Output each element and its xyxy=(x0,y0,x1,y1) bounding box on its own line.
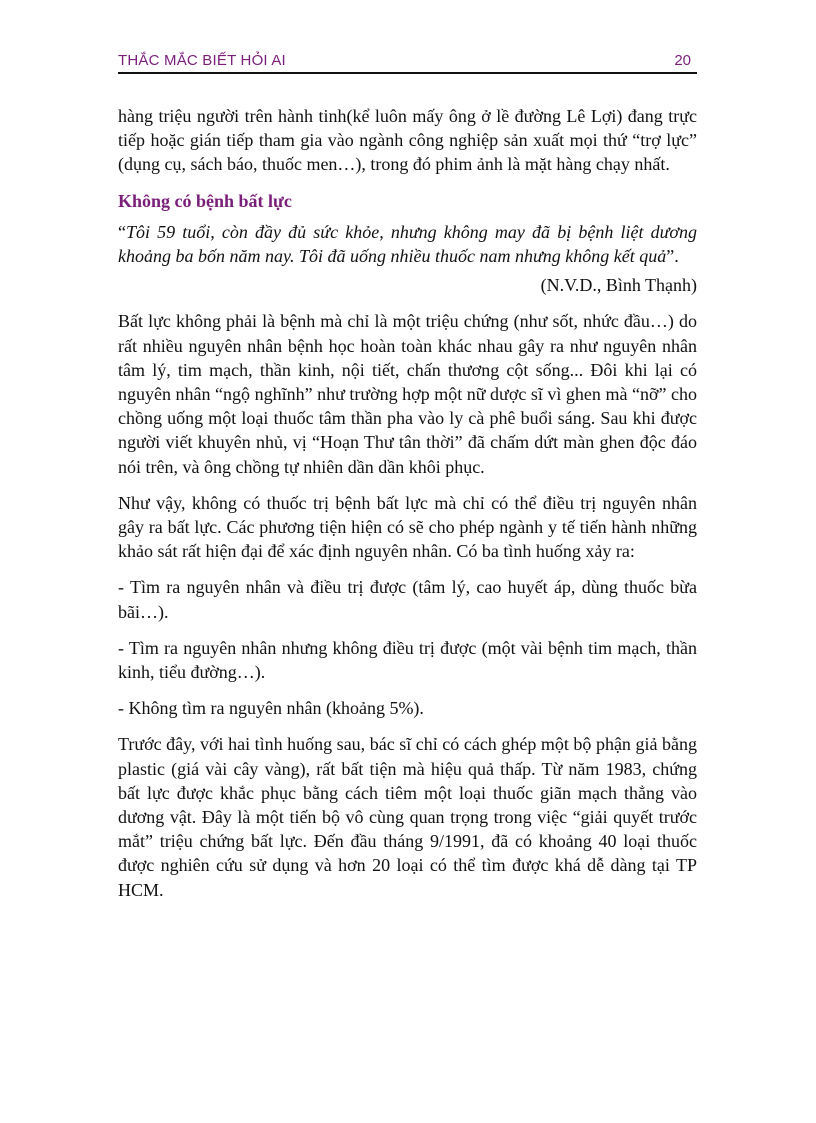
page-number: 20 xyxy=(674,52,691,69)
body-paragraph: Bất lực không phải là bệnh mà chỉ là một triệu chứng (như sốt, nhức đầu…) do rất nhiều nguyên nhân bệnh học hoàn toàn khác nhau gây ra như nguyên nhân tâm lý, tim mạch, thần kinh, nội tiết, chấn thương cột sống... Đôi khi lại có nguyên nhân “ngộ nghĩnh” như trường hợp một nữ dược sĩ vì ghen mà “nỡ” cho chồng uống một loại thuốc tâm thần pha vào ly cà phê buổi sáng. Sau khi được người viết khuyên nhủ, vị “Hoạn Thư tân thời” đã chấm dứt màn ghen độc đáo nói trên, và ông chồng tự nhiên dần dần khôi phục. xyxy=(118,311,697,477)
quote-text: Tôi 59 tuổi, còn đầy đủ sức khỏe, nhưng không may đã bị bệnh liệt dương khoảng ba bốn năm nay. Tôi đã uống nhiều thuốc nam nhưng không kết quả xyxy=(118,221,697,267)
page-header xyxy=(118,50,697,74)
page-body xyxy=(118,104,697,902)
reader-question-quote xyxy=(118,220,697,268)
body-paragraph: Trước đây, với hai tình huống sau, bác sĩ chỉ có cách ghép một bộ phận giả bằng plastic (giá vài cây vàng), rất bất tiện mà hiệu quả thấp. Từ năm 1983, chứng bất lực được khắc phục bằng cách tiêm một loại thuốc giãn mạch thẳng vào dương vật. Đây là một tiến bộ vô cùng quan trọng trong việc “giải quyết trước mắt” triệu chứng bất lực. Đến đầu tháng 9/1991, đã có khoảng 40 loại thuốc được nghiên cứu sử dụng và hơn 20 loại có thể tìm được khá dễ dàng tại TP HCM. xyxy=(118,734,697,900)
list-item: - Không tìm ra nguyên nhân (khoảng 5%). xyxy=(118,698,424,719)
section-heading: Không có bệnh bất lực xyxy=(118,190,292,211)
body-paragraph: Như vậy, không có thuốc trị bệnh bất lực mà chỉ có thể điều trị nguyên nhân gây ra bất lực. Các phương tiện hiện có sẽ cho phép ngành y tế tiến hành những khảo sát rất hiện đại để xác định nguyên nhân. Có ba tình huống xảy ra: xyxy=(118,492,697,562)
list-item: - Tìm ra nguyên nhân nhưng không điều trị được (một vài bệnh tim mạch, thần kinh, tiểu đường…). xyxy=(118,637,697,683)
list-item: - Tìm ra nguyên nhân và điều trị được (tâm lý, cao huyết áp, dùng thuốc bừa bãi…). xyxy=(118,577,697,622)
quote-close-mark: ”. xyxy=(666,246,679,267)
running-title: THẮC MẮC BIẾT HỎI AI xyxy=(118,52,286,69)
quote-open-mark: “ xyxy=(118,221,126,242)
quote-attribution: (N.V.D., Bình Thạnh) xyxy=(540,275,697,296)
intro-paragraph: hàng triệu người trên hành tinh(kể luôn mấy ông ở lề đường Lê Lợi) đang trực tiếp hoặc gián tiếp tham gia vào ngành công nghiệp sản xuất mọi thứ “trợ lực” (dụng cụ, sách báo, thuốc men…), trong đó phim ảnh là mặt hàng chạy nhất. xyxy=(118,106,697,175)
